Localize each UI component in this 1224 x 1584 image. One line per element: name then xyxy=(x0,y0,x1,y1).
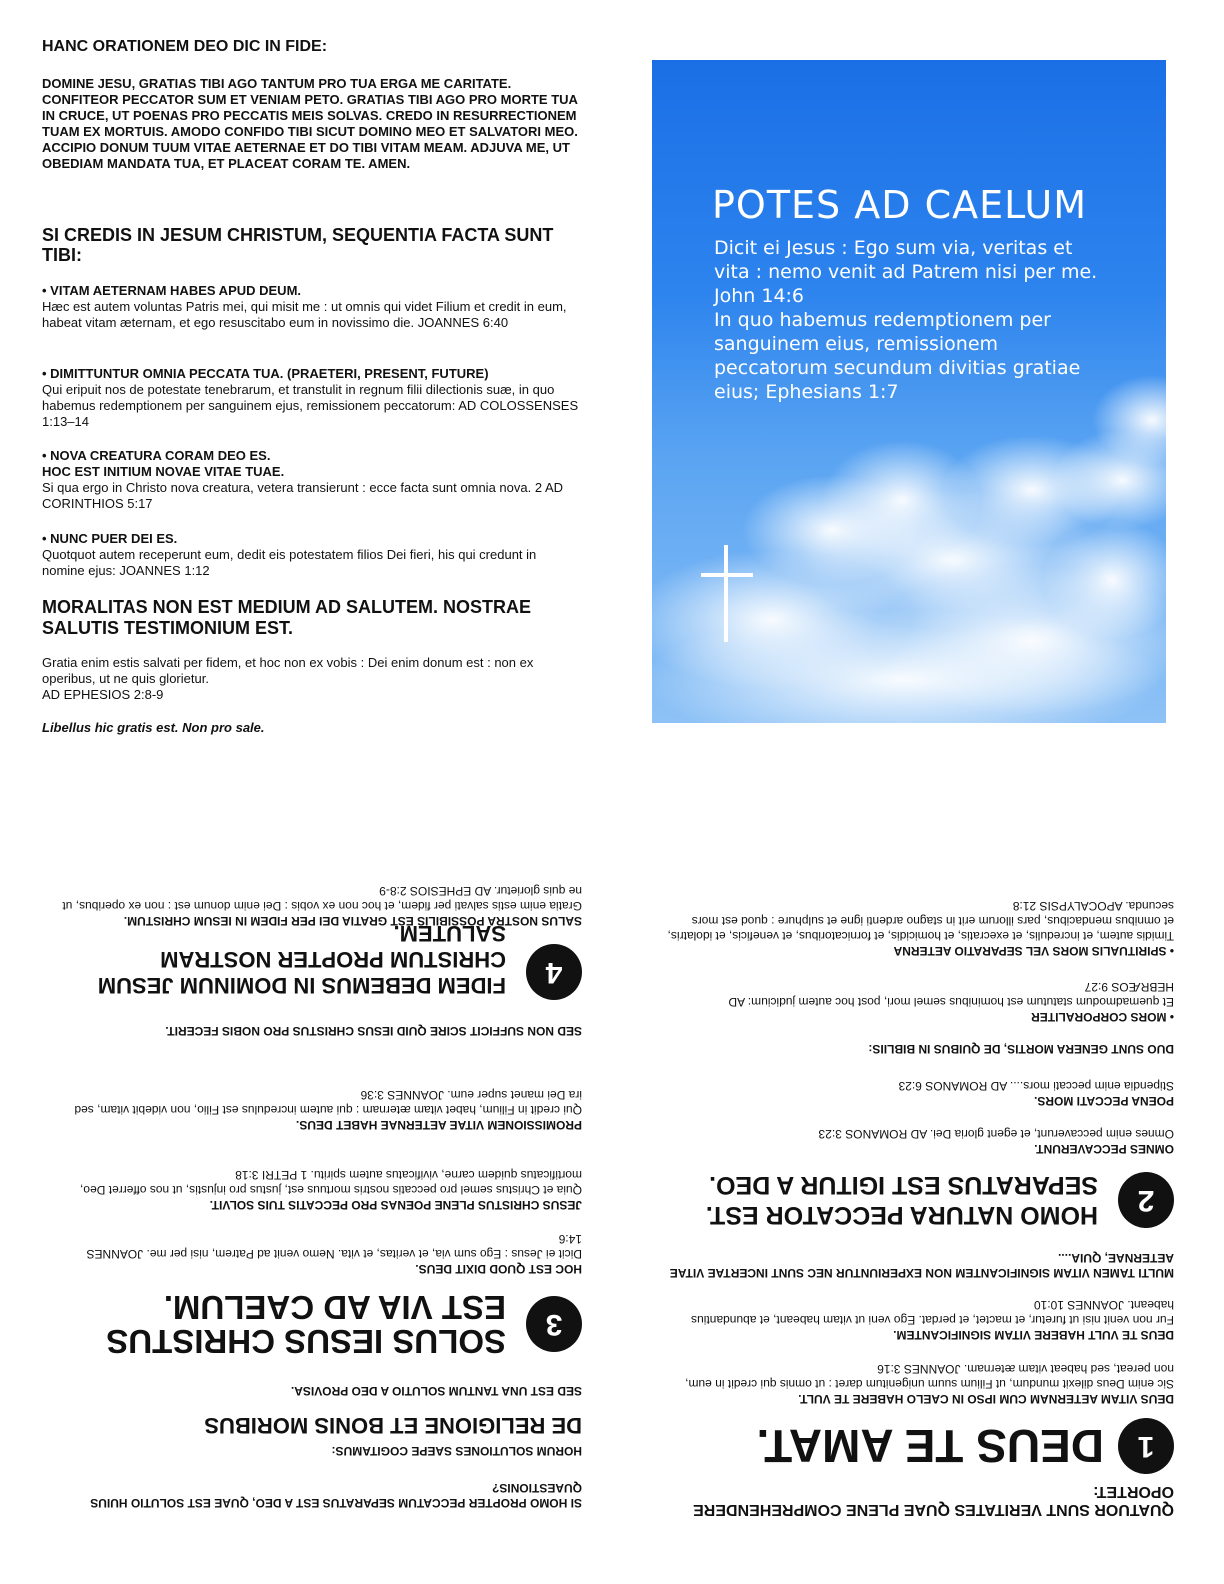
cover-title: POTES AD CAELUM xyxy=(712,183,1087,227)
truth-number-1: 1 xyxy=(1118,1418,1174,1474)
fact-block-sins-forgiven xyxy=(42,366,582,430)
believe-heading: SI CREDIS IN JESUM CHRISTUM, SEQUENTIA FACTA SUNT TIBI: xyxy=(42,225,554,265)
para-title: MULTI TAMEN VITAM SIGNIFICANTEM NON EXPERIUNTUR NEC SUNT INCERTAE VITAE AETERNAE, QUIA.... xyxy=(669,1251,1174,1280)
solution-question xyxy=(62,1480,582,1510)
solutions-label xyxy=(62,1443,582,1458)
page-truths-1-2 xyxy=(652,838,1174,1518)
page-truths-3-4 xyxy=(42,838,582,1518)
solutions-text: HORUM SOLUTIONES SAEPE COGITAMUS: xyxy=(331,1444,582,1458)
truth-3-para-2 xyxy=(62,1167,582,1212)
para-title: SALUS NOSTRA POSSIBILIS EST GRATIA DEI PER FIDEM IN IESUM CHRISTUM. xyxy=(123,914,582,928)
cover-panel xyxy=(652,60,1166,723)
para-title: DEUS VITAM AETERNAM CUM IPSO IN CAELO HABERE TE VULT. xyxy=(798,1392,1174,1406)
cover-verse: Dicit ei Jesus : Ego sum via, veritas et vita : nemo venit ad Patrem nisi per me. John 14:6 In quo habemus redemptionem per sanguinem eius, remissionem peccatorum secundum divitias gratiae eius; Ephesians 1:7 xyxy=(714,237,1098,403)
fact-body: Hæc est autem voluntas Patris mei, qui misit me : ut omnis qui videt Filium et credit in eum, habeat vitam æternam, et ego resuscitabo eum in novissimo die. JOANNES 6:40 xyxy=(42,299,567,330)
para-body: Fur non venit nisi ut furetur, et mactet, et perdat. Ego veni ut vitam habeant, et abundantius habeant. JOANNES 10:10 xyxy=(691,1298,1174,1327)
question-text: SI HOMO PROPTER PECCATUM SEPARATUS EST A DEO, QUAE EST SOLUTIO HUIUS QUAESTIONIS? xyxy=(90,1481,582,1510)
fact-block-child-of-god xyxy=(42,531,582,579)
fact-block-new-creation xyxy=(42,448,582,512)
truth-3-para-1 xyxy=(62,1231,582,1276)
truth-2-para-5 xyxy=(664,898,1174,958)
truth-4-para xyxy=(62,883,582,928)
para-title: DUO SUNT GENERA MORTIS, DE QUIBUS IN BIBLIIS: xyxy=(868,1042,1174,1056)
truth-2-para-4 xyxy=(664,979,1174,1024)
free-note: Libellus hic gratis est. Non pro sale. xyxy=(42,720,265,735)
para-title: OMNES PECCAVERUNT. xyxy=(1034,1142,1174,1156)
para-title: SED NON SUFFICIT SCIRE QUID IESUS CHRISTUS PRO NOBIS FECERIT. xyxy=(165,1024,582,1038)
truth-4-heading: FIDEM DEBEMUS IN DOMINUM JESUM CHRISTUM PROPTER NOSTRAM SALUTEM. xyxy=(97,921,506,998)
truth-2-para-2 xyxy=(664,1078,1174,1108)
truth-number-2: 2 xyxy=(1118,1172,1174,1228)
one-solution-text: SED EST UNA TANTUM SOLUTIO A DEO PROVISA. xyxy=(290,1384,582,1398)
para-title: HOC EST QUOD DIXIT DEUS. xyxy=(415,1262,582,1276)
para-body: Qui credit in Filium, habet vitam æternam : qui autem incredulus est Filio, non videbit vitam, sed ira Dei manet super eum. JOANNES 3:36 xyxy=(74,1088,582,1117)
one-solution xyxy=(62,1383,582,1398)
para-body: Et quemadmodum statutum est hominibus semel mori, post hoc autem judicium: AD HEBRÆOS 9:27 xyxy=(728,980,1174,1009)
fact-title: • VITAM AETERNAM HABES APUD DEUM. xyxy=(42,283,302,298)
prayer-heading: HANC ORATIONEM DEO DIC IN FIDE: xyxy=(42,38,328,55)
final-quote xyxy=(42,655,582,703)
fact-block-eternal-life xyxy=(42,283,582,331)
para-title: POENA PECCATI MORS. xyxy=(1033,1094,1174,1108)
para-body: Dicit ei Jesus : Ego sum via, et veritas, et vita. Nemo venit ad Patrem, nisi per me. JOANNES 14:6 xyxy=(86,1232,582,1261)
para-body: Omnes enim peccaverunt, et egent gloria Dei. AD ROMANOS 3:23 xyxy=(818,1127,1174,1141)
truth-3-heading: SOLUS IESUS CHRISTUS EST VIA AD CAELUM. xyxy=(106,1289,506,1360)
para-body: Quia et Christus semel pro peccatis nostris mortuus est, justus pro injustis, ut nos offerret Deo, mortificatus quidem carne, vivificatus autem spiritu. 1 PETRI 3:18 xyxy=(80,1168,582,1197)
fact-body: Qui eripuit nos de potestate tenebrarum, et transtulit in regnum filii dilectionis suæ, in quo habemus redemptionem per sanguinem ejus, remissionem peccatorum: AD COLOSSENSES 1:13–14 xyxy=(42,382,579,429)
truth-3-para-3 xyxy=(62,1087,582,1132)
truth-1-heading: DEUS TE AMAT. xyxy=(756,1420,1104,1472)
para-title: JESUS CHRISTUS PLENE POENAS PRO PECCATIS TUIS SOLVIT. xyxy=(209,1198,582,1212)
truth-2-para-3 xyxy=(664,1041,1174,1056)
para-title: • MORS CORPORALITER xyxy=(1031,1010,1174,1024)
not-sufficient xyxy=(62,1023,582,1038)
truth-2-heading: HOMO NATURA PECCATOR EST. SEPARATUS EST IGITUR A DEO. xyxy=(705,1171,1098,1229)
truth-number-4: 4 xyxy=(526,944,582,1000)
para-title: PROMISSIONEM VITAE AETERNAE HABET DEUS. xyxy=(295,1118,582,1132)
para-title: • SPIRITUALIS MORS VEL SEPARATIO AETERNA xyxy=(893,944,1174,958)
truth-2-para-1 xyxy=(664,1126,1174,1156)
para-title: DEUS TE VULT HABERE VITAM SIGNIFICANTEM. xyxy=(893,1328,1174,1342)
morality-heading: MORALITAS NON EST MEDIUM AD SALUTEM. NOSTRAE SALUTIS TESTIMONIUM EST. xyxy=(42,597,531,638)
prayer-text: DOMINE JESU, GRATIAS TIBI AGO TANTUM PRO TUA ERGA ME CARITATE. CONFITEOR PECCATOR SUM ET VENIAM PETO. GRATIAS TIBI AGO PRO MORTE TUA IN CRUCE, UT POENAS PRO PECCATIS MEIS SOLVAS. CREDO IN RESURRECTIONEM TUAM EX MORTUIS. AMODO CONFIDO TIBI SICUT DOMINO MEO ET SALVATORI MEO. ACCIPIO DONUM TUUM VITAE AETERNAE ET DO TIBI VITAM MEAM. ADJUVA ME, UT OBEDIAM MANDATA TUA, ET PLACEAT CORAM TE. AMEN. xyxy=(42,76,578,171)
fact-body: Quotquot autem receperunt eum, dedit eis potestatem filios Dei fieri, his qui credunt in nomine ejus: JOANNES 1:12 xyxy=(42,547,537,578)
four-truths-intro: QUATUOR SUNT VERITATES QUAE PLENE COMPREHENDERE OPORTET: xyxy=(693,1483,1174,1518)
truth-number-3: 3 xyxy=(526,1296,582,1352)
para-body: Gratia enim estis salvati per fidem, et hoc non ex vobis : Dei enim donum est : non ex operibus, ut ne quis glorietur. AD EPHESIOS 2:8-9 xyxy=(62,884,582,913)
final-quote-ref: AD EPHESIOS 2:8-9 xyxy=(42,687,164,702)
religion-heading: DE RELIGIONE ET BONIS MORIBUS xyxy=(204,1413,582,1438)
fact-body: Si qua ergo in Christo nova creatura, vetera transierunt : ecce facta sunt omnia nova. 2 AD CORINTHIOS 5:17 xyxy=(42,480,564,511)
fact-title: • DIMITTUNTUR OMNIA PECCATA TUA. (PRAETERI, PRESENT, FUTURE) xyxy=(42,366,489,381)
fact-title-2: HOC EST INITIUM NOVAE VITAE TUAE. xyxy=(42,464,285,479)
truth-1-para-2 xyxy=(664,1297,1174,1342)
para-body: Sic enim Deus dilexit mundum, ut Filium suum unigenitum daret : ut omnis qui credit in eum, non pereat, sed habeat vitam æternam. JOANNES 3:16 xyxy=(685,1362,1174,1391)
fact-title: • NOVA CREATURA CORAM DEO ES. xyxy=(42,448,271,463)
truth-1-para-3 xyxy=(664,1250,1174,1280)
final-quote-text: Gratia enim estis salvati per fidem, et hoc non ex vobis : Dei enim donum est : non ex operibus, ut ne quis glorietur. xyxy=(42,655,534,686)
para-body: Timidis autem, et incredulis, et execratis, et homicidis, et fornicatoribus, et veneficis, et idolatris, et omnibus mendacibus, pars illorum erit in stagno ardenti igne et sulphure : quod est mors secunda. APOCALYPSIS 21:8 xyxy=(667,899,1174,943)
para-body: Stipendia enim peccati mors.... AD ROMANOS 6:23 xyxy=(898,1079,1174,1093)
truth-1-para-1 xyxy=(664,1361,1174,1406)
fact-title: • NUNC PUER DEI ES. xyxy=(42,531,178,546)
